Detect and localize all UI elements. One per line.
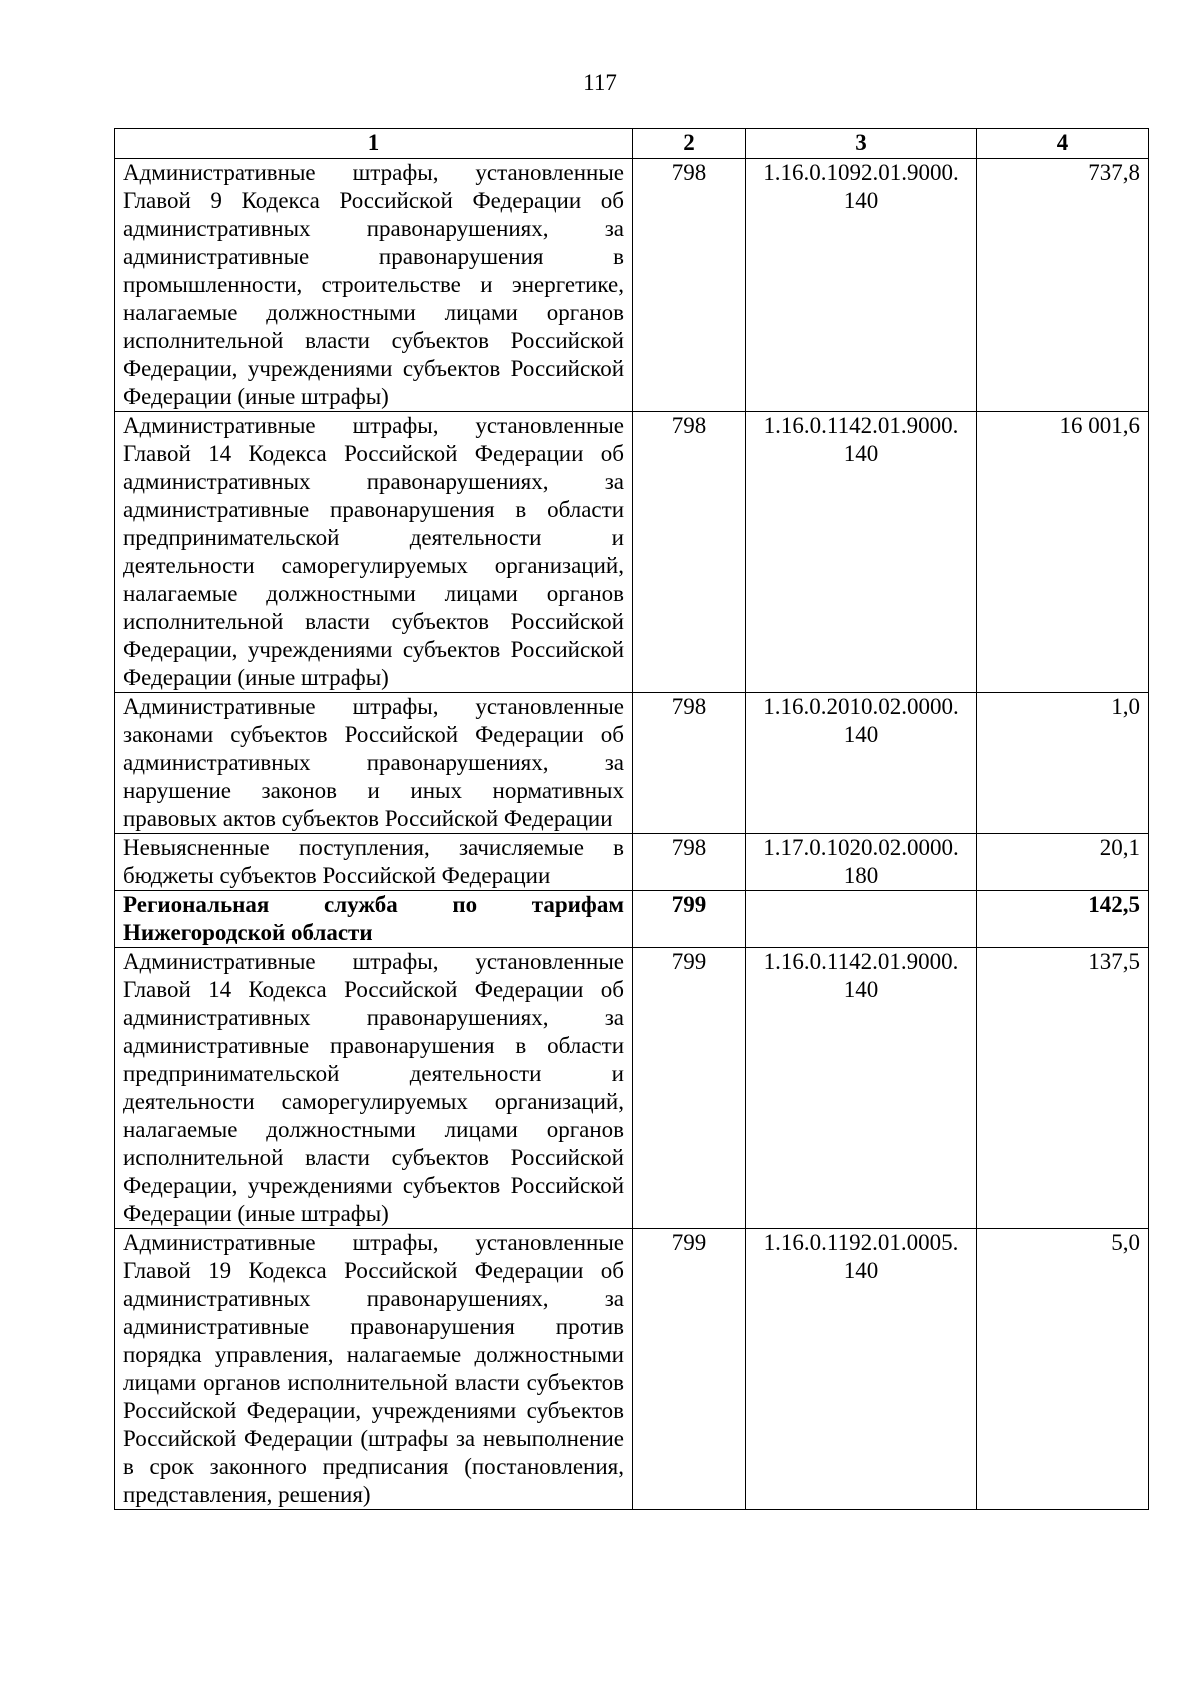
table-row [115, 159, 1149, 412]
section-heading-amount: 142,5 [977, 891, 1149, 948]
section-heading-budget-code [746, 891, 977, 948]
column-header-2: 2 [633, 129, 746, 159]
row-budget-code [746, 948, 977, 1229]
column-header-3: 3 [746, 129, 977, 159]
table-row [115, 1229, 1149, 1510]
section-heading-admin-code: 799 [633, 891, 746, 948]
budget-code-line-1: 1.16.0.1192.01.0005. [763, 1230, 959, 1255]
page-number: 117 [583, 70, 617, 95]
row-amount: 16 001,6 [977, 412, 1149, 693]
row-description: Административные штрафы, установленные Главой 14 Кодекса Российской Федерации об административных правонарушениях, за административные правонарушения в области предпринимательской деятельности и деятельности саморегулируемых организаций, налагаемые должностными лицами органов исполнительной власти субъектов Российской Федерации, учреждениями субъектов Российской Федерации (иные штрафы) [115, 948, 633, 1229]
row-budget-code [746, 693, 977, 834]
section-heading-description: Региональная служба по тарифам Нижегородской области [115, 891, 633, 948]
revenue-table [114, 128, 1149, 1510]
row-amount: 137,5 [977, 948, 1149, 1229]
column-header-4: 4 [977, 129, 1149, 159]
budget-code-line-1: 1.16.0.1142.01.9000. [763, 949, 959, 974]
row-budget-code [746, 159, 977, 412]
row-amount: 737,8 [977, 159, 1149, 412]
budget-code-line-2: 140 [843, 722, 879, 747]
row-admin-code: 798 [633, 693, 746, 834]
table-header-row [115, 129, 1149, 159]
row-amount: 20,1 [977, 834, 1149, 891]
table-row [115, 834, 1149, 891]
table-row [115, 948, 1149, 1229]
row-admin-code: 799 [633, 948, 746, 1229]
budget-code-line-2: 140 [843, 188, 879, 213]
column-header-1: 1 [115, 129, 633, 159]
row-description: Административные штрафы, установленные Главой 19 Кодекса Российской Федерации об административных правонарушениях, за административные правонарушения против порядка управления, налагаемые должностными лицами органов исполнительной власти субъектов Российской Федерации, учреждениями субъектов Российской Федерации (штрафы за невыполнение в срок законного предписания (постановления, представления, решения) [115, 1229, 633, 1510]
row-admin-code: 798 [633, 159, 746, 412]
table-row [115, 693, 1149, 834]
budget-code-line-1: 1.16.0.2010.02.0000. [763, 694, 959, 719]
budget-code-line-2: 180 [843, 863, 879, 888]
row-admin-code: 799 [633, 1229, 746, 1510]
budget-code-line-1: 1.17.0.1020.02.0000. [763, 835, 959, 860]
table-row-section-heading [115, 891, 1149, 948]
row-amount: 1,0 [977, 693, 1149, 834]
row-budget-code [746, 1229, 977, 1510]
budget-code-line-2: 140 [843, 1258, 879, 1283]
table-row [115, 412, 1149, 693]
row-description: Административные штрафы, установленные Главой 14 Кодекса Российской Федерации об административных правонарушениях, за административные правонарушения в области предпринимательской деятельности и деятельности саморегулируемых организаций, налагаемые должностными лицами органов исполнительной власти субъектов Российской Федерации, учреждениями субъектов Российской Федерации (иные штрафы) [115, 412, 633, 693]
row-description: Невыясненные поступления, зачисляемые в бюджеты субъектов Российской Федерации [115, 834, 633, 891]
row-admin-code: 798 [633, 834, 746, 891]
row-description: Административные штрафы, установленные законами субъектов Российской Федерации об административных правонарушениях, за нарушение законов и иных нормативных правовых актов субъектов Российской Федерации [115, 693, 633, 834]
budget-code-line-2: 140 [843, 441, 879, 466]
row-description: Административные штрафы, установленные Главой 9 Кодекса Российской Федерации об административных правонарушениях, за административные правонарушения в промышленности, строительстве и энергетике, налагаемые должностными лицами органов исполнительной власти субъектов Российской Федерации, учреждениями субъектов Российской Федерации (иные штрафы) [115, 159, 633, 412]
row-budget-code [746, 412, 977, 693]
row-admin-code: 798 [633, 412, 746, 693]
budget-code-line-1: 1.16.0.1092.01.9000. [763, 160, 959, 185]
row-amount: 5,0 [977, 1229, 1149, 1510]
budget-code-line-1: 1.16.0.1142.01.9000. [763, 413, 959, 438]
row-budget-code [746, 834, 977, 891]
budget-code-line-2: 140 [843, 977, 879, 1002]
